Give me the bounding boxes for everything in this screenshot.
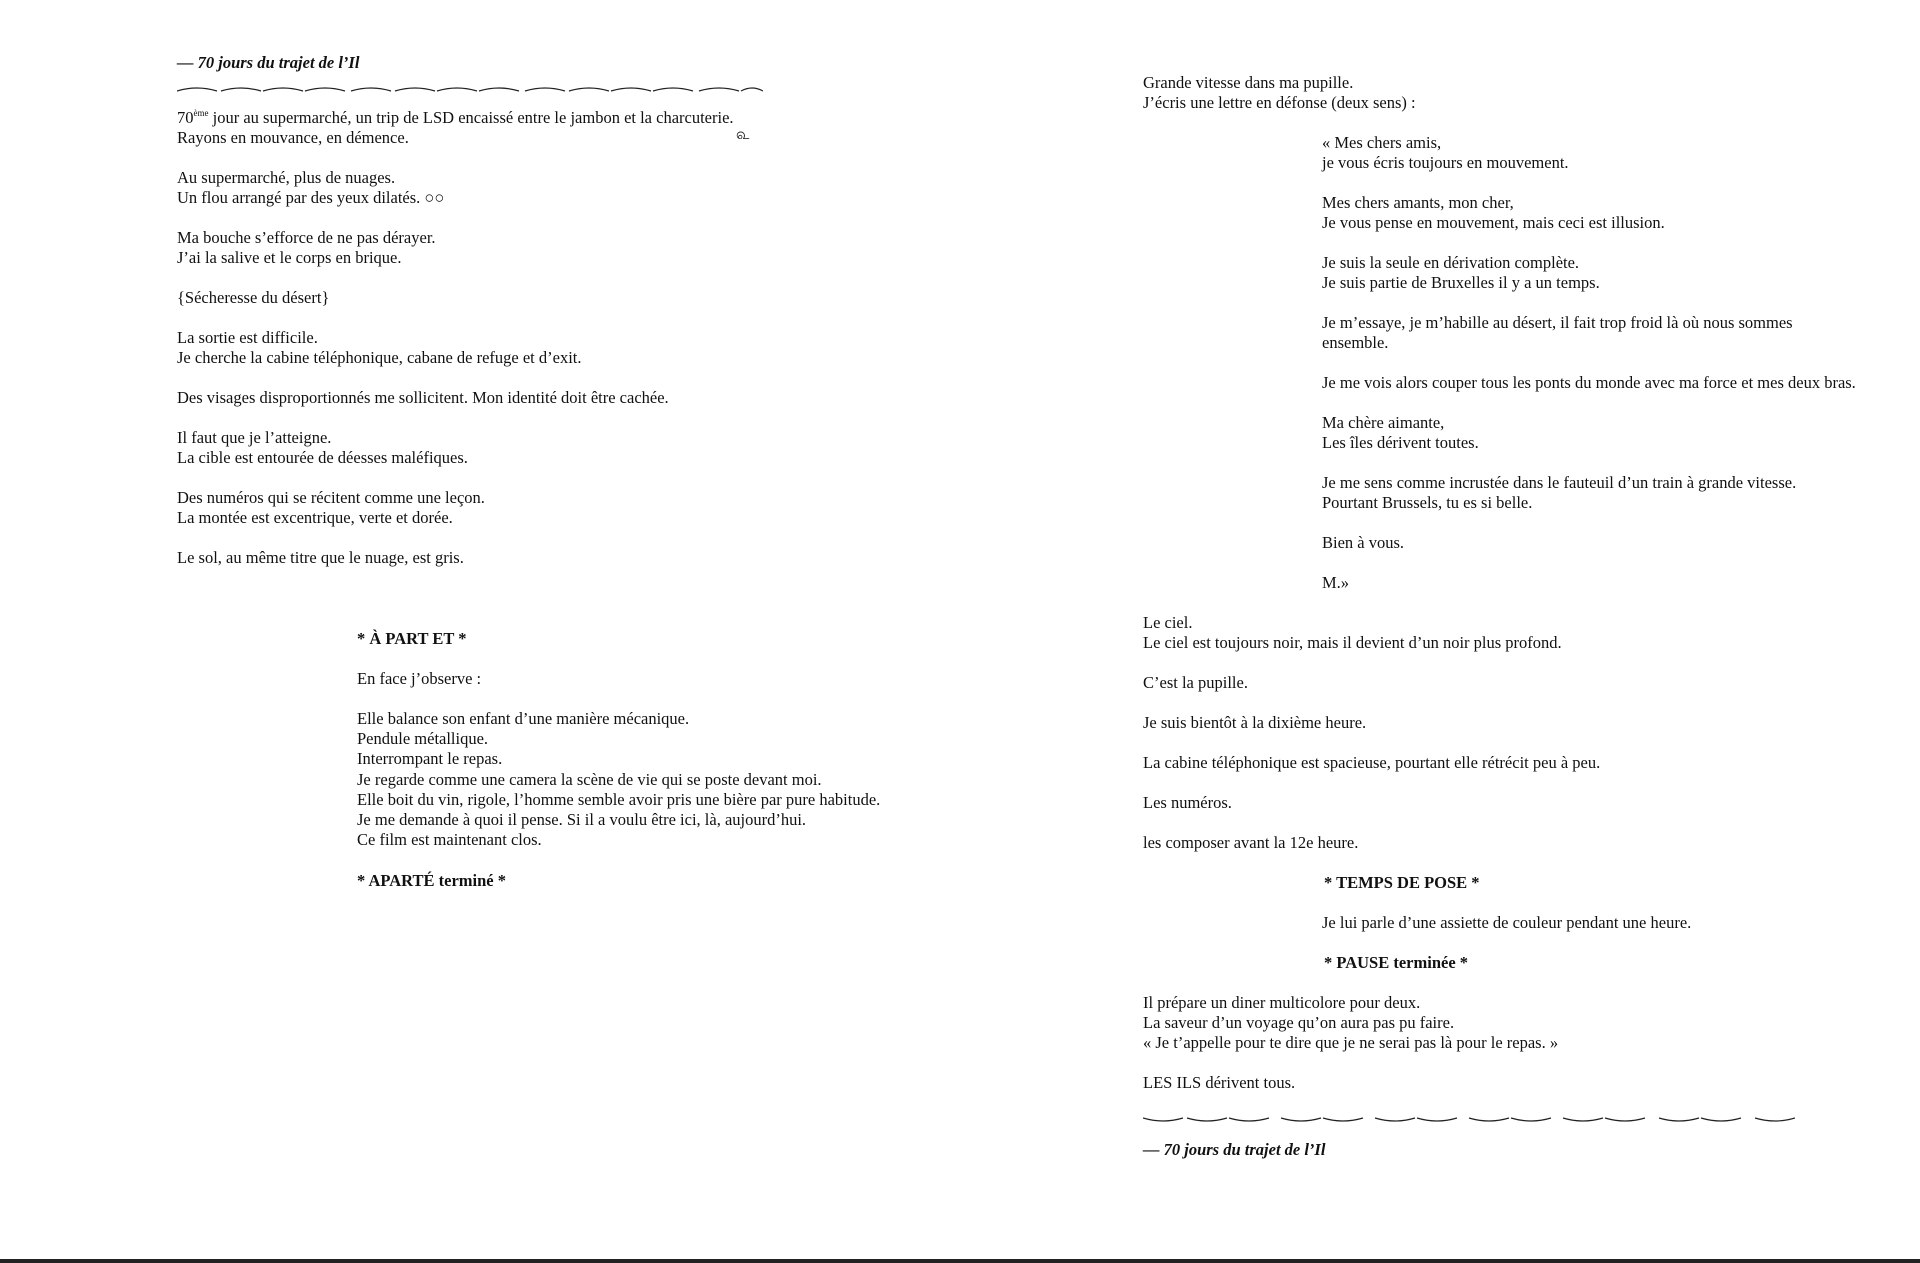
ordinal-suffix: ème xyxy=(193,108,209,118)
letter-line: ensemble. xyxy=(1322,333,1389,353)
letter-line: Mes chers amants, mon cher, xyxy=(1322,193,1514,212)
stanza-line: {Sécheresse du désert} xyxy=(177,288,330,307)
aparte-line: Je me demande à quoi il pense. Si il a voulu être ici, là, aujourd’hui. xyxy=(357,810,807,830)
stanza-line: J’ai la salive et le corps en brique. xyxy=(177,248,402,267)
stanza: C’est la pupille. xyxy=(1143,673,1248,692)
stanza: Je suis bientôt à la dixième heure. xyxy=(1143,713,1367,732)
opening-paragraph xyxy=(1143,73,1416,113)
letter-line: Ma chère aimante, xyxy=(1322,413,1445,432)
letter-stanza xyxy=(1322,193,1665,233)
stanza: LES ILS dérivent tous. xyxy=(1143,1073,1296,1092)
stanza-line: Il faut que je l’atteigne. xyxy=(177,428,332,447)
stanza xyxy=(177,288,329,308)
stanza-line: Des visages disproportionnés me sollicitent. Mon identité doit être cachée. xyxy=(177,388,669,407)
stanza-line: La saveur d’un voyage qu’on aura pas pu faire. xyxy=(1143,1013,1455,1033)
stanza xyxy=(1143,993,1558,1054)
stanza-line: Le sol, au même titre que le nuage, est gris. xyxy=(177,548,464,567)
bottom-border xyxy=(0,1259,1920,1263)
stanza-line: Un flou arrangé par des yeux dilatés. ○○ xyxy=(177,188,445,207)
aparte-line: Elle boit du vin, rigole, l’homme semble avoir pris une bière par pure habitude. xyxy=(357,789,881,809)
aparte-title: * À PART ET * xyxy=(357,629,467,648)
letter-line: je vous écris toujours en mouvement. xyxy=(1322,153,1569,173)
aparte-end: * APARTÉ terminé * xyxy=(357,871,506,890)
letter-signature: M.» xyxy=(1322,573,1350,592)
opening-line: J’écris une lettre en défonse (deux sens) : xyxy=(1143,93,1416,113)
stanza-line: La cible est entourée de déesses maléfiques. xyxy=(177,448,468,467)
left-header-title: — 70 jours du trajet de l’Il xyxy=(177,53,360,72)
aparte-line: Elle balance son enfant d’une manière mécanique. xyxy=(357,709,690,728)
stanza: les composer avant la 12e heure. xyxy=(1143,833,1359,852)
pause-title: * TEMPS DE POSE * xyxy=(1324,873,1480,892)
spiral-icon: ௳ xyxy=(736,127,750,143)
aparte-intro: En face j’observe : xyxy=(357,669,482,688)
letter-line: Je m’essaye, je m’habille au désert, il fait trop froid là où nous sommes xyxy=(1322,313,1793,332)
intro-line-1 xyxy=(177,108,734,128)
aparte-body xyxy=(357,709,880,850)
letter-line: Je me sens comme incrustée dans le fauteuil d’un train à grande vitesse. xyxy=(1322,473,1797,492)
right-wave-divider xyxy=(1143,1112,1795,1126)
stanza-line: Ma bouche s’efforce de ne pas dérayer. xyxy=(177,228,436,247)
aparte-line: Ce film est maintenant clos. xyxy=(357,830,542,850)
left-wave-divider xyxy=(177,83,763,97)
letter-line: Les îles dérivent toutes. xyxy=(1322,433,1479,453)
stanza xyxy=(177,488,485,528)
pause-end: * PAUSE terminée * xyxy=(1324,953,1469,972)
letter-stanza xyxy=(1322,313,1793,353)
letter-line: Je suis partie de Bruxelles il y a un temps. xyxy=(1322,273,1600,293)
stanza xyxy=(177,388,669,408)
stanza xyxy=(177,548,464,568)
stanza-line: « Je t’appelle pour te dire que je ne serai pas là pour le repas. » xyxy=(1143,1033,1559,1053)
letter-stanza xyxy=(1322,133,1569,173)
letter-line: Je suis la seule en dérivation complète. xyxy=(1322,253,1580,272)
stanza-line: Au supermarché, plus de nuages. xyxy=(177,168,396,187)
letter-stanza xyxy=(1322,373,1856,393)
stanza-line: La montée est excentrique, verte et dorée. xyxy=(177,508,453,527)
day-number: 70 xyxy=(177,108,194,127)
stanza xyxy=(177,428,468,468)
stanza-line: Il prépare un diner multicolore pour deux. xyxy=(1143,993,1421,1012)
stanza-line: Le ciel. xyxy=(1143,613,1193,632)
stanza-line: Je cherche la cabine téléphonique, cabane de refuge et d’exit. xyxy=(177,348,582,367)
letter-line: Je me vois alors couper tous les ponts du monde avec ma force et mes deux bras. xyxy=(1322,373,1856,392)
letter-line: Je vous pense en mouvement, mais ceci est illusion. xyxy=(1322,213,1665,233)
stanza xyxy=(177,168,444,208)
stanza xyxy=(177,328,582,368)
stanza-line: Le ciel est toujours noir, mais il devient d’un noir plus profond. xyxy=(1143,633,1562,653)
letter-line: Pourtant Brussels, tu es si belle. xyxy=(1322,493,1533,513)
aparte-line: Interrompant le repas. xyxy=(357,749,503,769)
letter-stanza xyxy=(1322,473,1796,513)
letter-line: « Mes chers amis, xyxy=(1322,133,1442,152)
right-footer-title: — 70 jours du trajet de l’Il xyxy=(1143,1140,1326,1159)
stanza-line: Des numéros qui se récitent comme une leçon. xyxy=(177,488,485,507)
intro-line-2: Rayons en mouvance, en démence. xyxy=(177,128,409,148)
stanza: Les numéros. xyxy=(1143,793,1232,812)
pause-line: Je lui parle d’une assiette de couleur pendant une heure. xyxy=(1322,913,1692,932)
aparte-line: Je regarde comme une camera la scène de vie qui se poste devant moi. xyxy=(357,769,822,789)
letter-stanza xyxy=(1322,253,1600,293)
stanza xyxy=(177,228,436,268)
letter-closing: Bien à vous. xyxy=(1322,533,1405,552)
stanza: La cabine téléphonique est spacieuse, pourtant elle rétrécit peu à peu. xyxy=(1143,753,1601,772)
intro-paragraph xyxy=(177,108,734,148)
aparte-line: Pendule métallique. xyxy=(357,729,489,749)
opening-line: Grande vitesse dans ma pupille. xyxy=(1143,73,1354,92)
stanza-line: La sortie est difficile. xyxy=(177,328,318,347)
stanza xyxy=(1143,613,1562,653)
intro-line-1-text: jour au supermarché, un trip de LSD encaissé entre le jambon et la charcuterie. xyxy=(208,108,734,127)
letter-stanza xyxy=(1322,413,1479,453)
